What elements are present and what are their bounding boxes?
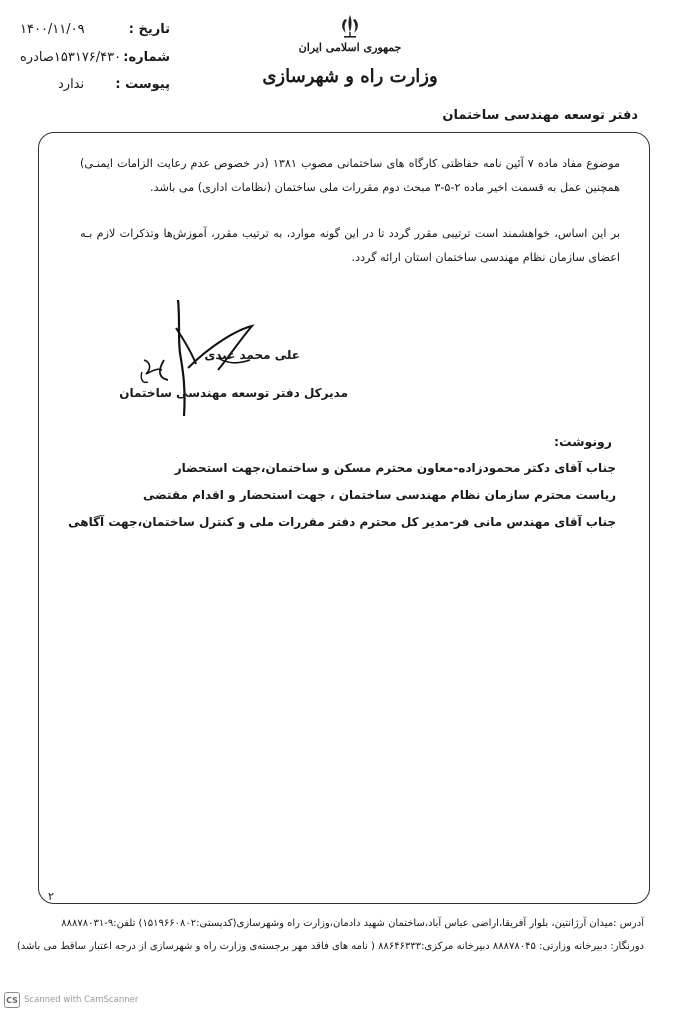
country-name: جمهوری اسلامی ایران [298,41,402,54]
camscanner-text: Scanned with CamScanner [24,995,139,1005]
attachment-value: ندارد [58,77,85,92]
footer-address: آدرس :میدان آرژانتین، بلوار آفریقا،اراضی عباس آباد،ساختمان شهید دادمان،وزارت راه وشهرسازی(کدپستی:۱۵۱۹۶۶۰۸۰۲) تلفن:۹-۸۸۸۷۸۰۳۱ [61,918,644,929]
date-row [20,22,170,44]
ministry-name: وزارت راه و شهرسازی [262,66,438,87]
camscanner-logo-icon: CS [4,992,20,1008]
cc-title: رونوشت: [553,434,612,449]
cc-line: جناب آقای دکتر محمودزاده-معاون محترم مسکن و ساختمان،جهت استحضار [174,461,616,475]
body-paragraph-2: بر این اساس، خواهشمند است ترتیبی مقرر گردد تا در این گونه موارد، به ترتیب مقرر، آموزش‌ها وتذکرات لازم بـه اعضای سازمان نظام مهندسی ساختمان استان ارائه گردد. [80,227,620,264]
body-paragraph-1: موضوع مفاد ماده ۷ آئین نامه حفاظتی کارگاه های ساختمانی مصوب ۱۳۸۱ (در خصوص عدم رعایت الزامات ایمنـی) همچنین عمل به قسمت اخیر ماده ۲-۵-۳ مبحث دوم مقررات ملی ساختمان (نظامات اداری) می باشد. [80,157,621,194]
attachment-row [20,77,170,99]
attachment-label: پیوست : [115,77,170,92]
date-label: تاریخ : [128,22,170,37]
date-value: ۱۴۰۰/۱۱/۰۹ [20,22,85,37]
footer-fax: دورنگار: دبیرخانه وزارتی: ۸۸۸۷۸۰۴۵ دبیرخانه مرکزی:۸۸۶۴۶۳۳۳ ( نامه های فاقد مهر برجسته‌ی وزارت راه و شهرسازی از درجه اعتبار ساقط می باشد) [16,941,644,952]
camscanner-watermark [4,991,138,1009]
cc-line: ریاست محترم سازمان نظام مهندسی ساختمان ، جهت استحضار و اقدام مقتضی [142,488,616,502]
number-row [20,50,170,72]
page-number: ۲ [48,890,54,903]
office-name: دفتر توسعه مهندسی ساختمان [442,108,638,123]
cc-line: جناب آقای مهندس مانی فر-مدیر کل محترم دفتر مقررات ملی و کنترل ساختمان،جهت آگاهی [68,515,616,529]
signatory-name: علی محمد عبدی [204,348,300,362]
number-value: ۱۵۳۱۷۶/۴۳۰صادره [20,50,122,65]
signatory-title: مدیرکل دفتر توسعه مهندسی ساختمان [119,386,348,400]
number-label: شماره: [123,50,170,65]
iran-emblem-icon [336,12,364,40]
